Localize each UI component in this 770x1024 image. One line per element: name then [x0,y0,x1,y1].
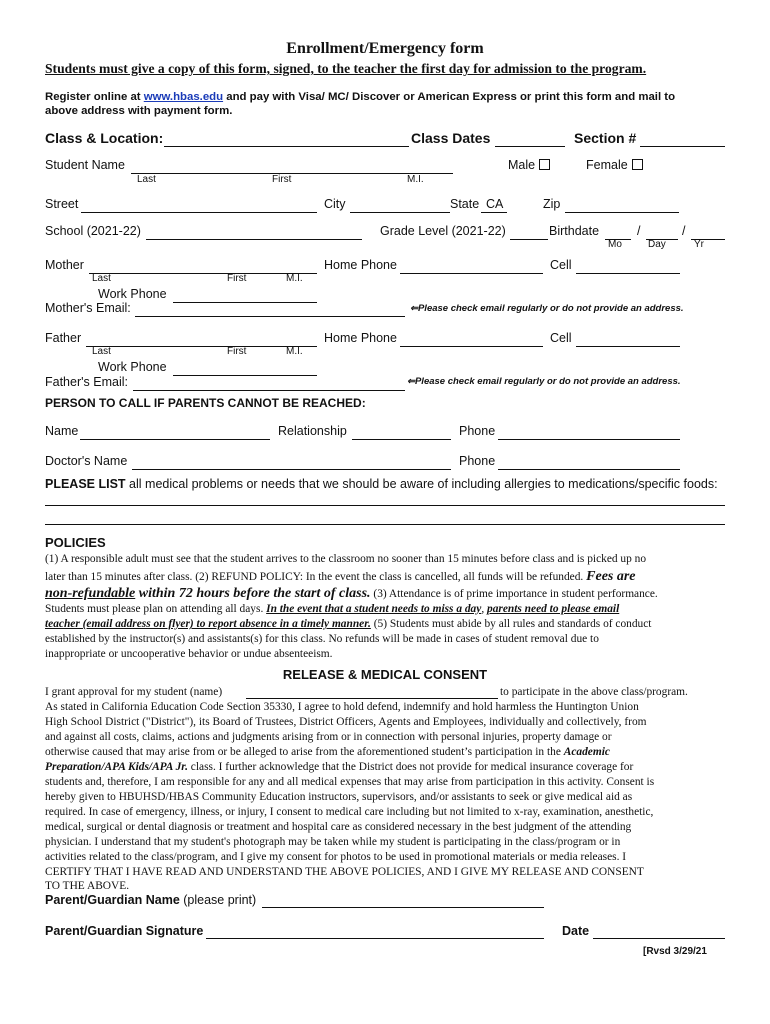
father-email-field[interactable] [133,376,405,391]
register-line-2: above address with payment form. [45,105,233,117]
date-label: Date [562,924,590,938]
policies-line-7: inappropriate or uncooperative behavior or undue absenteeism. [45,648,333,660]
emergency-phone-label: Phone [459,424,496,438]
mother-cell-label: Cell [550,258,572,272]
guardian-signature-label: Parent/Guardian Signature [45,924,204,938]
policies-line-3 [45,586,658,602]
policies-line-2 [45,569,636,585]
birthdate-label: Birthdate [549,224,600,238]
release-line-11: physician. I understand that my student's photograph may be taken while my student is participating in the class/program or in [45,836,621,848]
emergency-name-label: Name [45,424,79,438]
release-line-10: medical, surgical or dental diagnosis or treatment and hospital care as considered necessary in the best judgment of the attending [45,821,632,833]
guardian-name-bold: Parent/Guardian Name [45,893,180,907]
class-location-label: Class & Location: [45,130,164,146]
doctor-phone-label: Phone [459,454,496,468]
relationship-label: Relationship [278,424,347,438]
register-link[interactable]: www.hbas.edu [143,91,224,103]
release-line-8: hereby given to HBUHSD/HBAS Community Education instructors, supervisors, and/or assistants to seek or give medical aid as [45,791,633,803]
mother-label: Mother [45,258,84,272]
emergency-heading: PERSON TO CALL IF PARENTS CANNOT BE REACHED: [45,396,366,410]
mother-work-phone-label: Work Phone [98,287,167,301]
birth-mo-sub: Mo [608,239,622,250]
class-dates-label: Class Dates [411,130,491,146]
policies-non-refundable: non-refundable [45,586,136,601]
guardian-name-label [45,893,256,907]
section-field[interactable] [640,132,725,147]
male-option[interactable] [508,158,550,172]
father-name-field[interactable] [86,332,317,347]
grade-field[interactable] [510,225,548,240]
policies-line-4-text: Students must please plan on attending all days. [45,603,267,615]
student-name-field[interactable] [131,159,453,174]
policies-comma: , [481,603,488,615]
guardian-name-field[interactable] [262,893,544,908]
policies-heading: POLICIES [45,535,106,550]
school-label: School (2021-22) [45,224,141,238]
release-line-2: As stated in California Education Code Section 35330, I agree to hold defend, indemnify and hold harmless the Huntington Union [45,701,639,713]
release-line-13: CERTIFY THAT I HAVE READ AND UNDERSTAND THE ABOVE POLICIES, AND I GIVE MY RELEASE AND CONSENT [45,866,644,878]
release-line-9: required. In case of emergency, illness, or injury, I consent to medical care including but not limited to x-ray, examination, anesthetic, [45,806,654,818]
release-line-1a: I grant approval for my student (name) [45,686,223,698]
state-value: CA [486,197,504,211]
birth-yr-sub: Yr [694,239,704,250]
father-email-note [407,376,681,387]
policies-report-absence: teacher (email address on flyer) to report absence in a timely manner. [45,618,371,630]
policies-email-teacher: parents need to please email [487,603,620,615]
medical-instructions [45,477,718,491]
birth-month-field[interactable] [605,225,631,240]
release-program-name: Preparation/APA Kids/APA Jr. [45,761,188,773]
mother-cell-field[interactable] [576,259,680,274]
register-prefix: Register online at [45,91,144,103]
class-location-field[interactable] [164,132,409,147]
male-checkbox[interactable] [539,159,550,170]
father-cell-label: Cell [550,331,572,345]
birth-day-field[interactable] [646,225,678,240]
release-line-6-text: class. I further acknowledge that the District does not provide for medical insurance coverage for [187,761,634,773]
student-mi-sub: M.I. [407,174,424,185]
father-last-sub: Last [92,346,111,357]
father-email-note-text: Please check email regularly or do not provide an address. [414,376,681,387]
mother-home-phone-field[interactable] [400,259,543,274]
policies-line-4 [45,602,619,617]
father-first-sub: First [227,346,247,357]
father-cell-field[interactable] [576,332,680,347]
release-line-1b: to participate in the above class/program. [500,686,688,698]
father-work-phone-label: Work Phone [98,360,167,374]
street-label: Street [45,197,79,211]
medical-rest: all medical problems or needs that we should be aware of including allergies to medications/specific foods: [125,477,718,491]
arrow-left-icon: ⇐ [407,376,415,387]
state-label: State [450,197,480,211]
father-work-phone-field[interactable] [173,361,317,376]
policies-miss-day: In the event that a student needs to miss a day [266,603,482,615]
policies-line-6: established by the instructor(s) and assistants(s) for this class. No refunds will be made in cases of student removal due to [45,633,599,645]
student-name-label: Student Name [45,158,125,172]
doctor-phone-field[interactable] [498,455,680,470]
street-field[interactable] [81,198,317,213]
female-checkbox[interactable] [632,159,643,170]
mother-email-note-text: Please check email regularly or do not provide an address. [417,303,684,314]
mother-work-phone-field[interactable] [173,288,317,303]
medical-bold: PLEASE LIST [45,477,126,491]
form-title: Enrollment/Emergency form [286,40,484,57]
revision-date: [Rvsd 3/29/21 [643,946,707,957]
birth-day-sub: Day [648,239,666,250]
mother-first-sub: First [227,273,247,284]
medical-line-1[interactable] [45,505,725,506]
student-approval-name-field[interactable] [246,684,498,699]
relationship-field[interactable] [352,425,451,440]
guardian-signature-field[interactable] [206,924,544,939]
male-label: Male [508,158,536,172]
medical-line-2[interactable] [45,524,725,525]
mother-home-phone-label: Home Phone [324,258,397,272]
policies-line-1: (1) A responsible adult must see that the student arrives to the classroom no sooner than 15 minutes before class and is picked up no [45,553,647,565]
register-line [45,91,675,103]
city-label: City [324,197,346,211]
student-last-sub: Last [137,174,156,185]
policies-line-2-text: later than 15 minutes after class. (2) REFUND POLICY: In the event the class is cancelled, all funds will be refunded. [45,571,587,583]
zip-label: Zip [543,197,561,211]
student-first-sub: First [272,174,292,185]
release-line-7: students and, therefore, I am responsible for any and all medical expenses that may arise from participation in this activity. Consent is [45,776,655,788]
father-email-label: Father's Email: [45,375,128,389]
zip-field[interactable] [565,198,679,213]
section-label: Section # [574,130,637,146]
policies-attendance: (3) Attendance is of prime importance in student performance. [370,588,658,600]
release-line-14: TO THE ABOVE. [45,880,130,892]
release-line-3: High School District ("District"), its Board of Trustees, District Officers, Agents and Employees, individually and collectively, from [45,716,647,728]
mother-last-sub: Last [92,273,111,284]
mother-mi-sub: M.I. [286,273,303,284]
father-home-phone-label: Home Phone [324,331,397,345]
release-line-6 [45,760,633,775]
release-line-12: activities related to the class/program, and I give my consent for photos to be used in promotional materials or media releases. I [45,851,627,863]
birth-year-field[interactable] [691,225,725,240]
release-heading: RELEASE & MEDICAL CONSENT [282,667,488,682]
school-field[interactable] [146,225,362,240]
register-suffix: and pay with Visa/ MC/ Discover or American Express or print this form and mail to [223,91,676,103]
notice-text: Students must give a copy of this form, signed, to the teacher the first day for admission to the program. [45,61,647,76]
release-line-5 [45,745,610,760]
class-dates-field[interactable] [495,132,565,147]
female-option[interactable] [586,158,643,172]
birth-sep-2: / [682,224,686,238]
father-label: Father [45,331,82,345]
guardian-name-rest: (please print) [179,893,257,907]
mother-email-note [410,303,684,314]
female-label: Female [586,158,628,172]
arrow-left-icon: ⇐ [410,303,418,314]
emergency-phone-field[interactable] [498,425,680,440]
city-field[interactable] [350,198,450,213]
release-line-4: and against all costs, claims, actions and judgments arising from or in connection with personal injuries, property damage or [45,731,612,743]
emergency-name-field[interactable] [80,425,270,440]
grade-label: Grade Level (2021-22) [380,224,506,238]
release-line-5-text: otherwise caused that may arise from or be alleged to arise from the aforementioned student’s participation in the [45,746,564,758]
birth-sep-1: / [637,224,641,238]
policies-72-hours: within 72 hours before the start of class. [135,586,371,601]
policies-line-5 [45,617,651,632]
father-home-phone-field[interactable] [400,332,543,347]
doctor-name-field[interactable] [132,455,451,470]
mother-email-field[interactable] [135,302,405,317]
doctor-name-label: Doctor's Name [45,454,128,468]
release-academic: Academic [563,746,610,758]
date-field[interactable] [593,924,725,939]
policies-rules: (5) Students must abide by all rules and standards of conduct [370,618,652,630]
father-mi-sub: M.I. [286,346,303,357]
mother-name-field[interactable] [89,259,317,274]
policies-fees-are: Fees are [586,569,636,584]
mother-email-label: Mother's Email: [45,301,131,315]
